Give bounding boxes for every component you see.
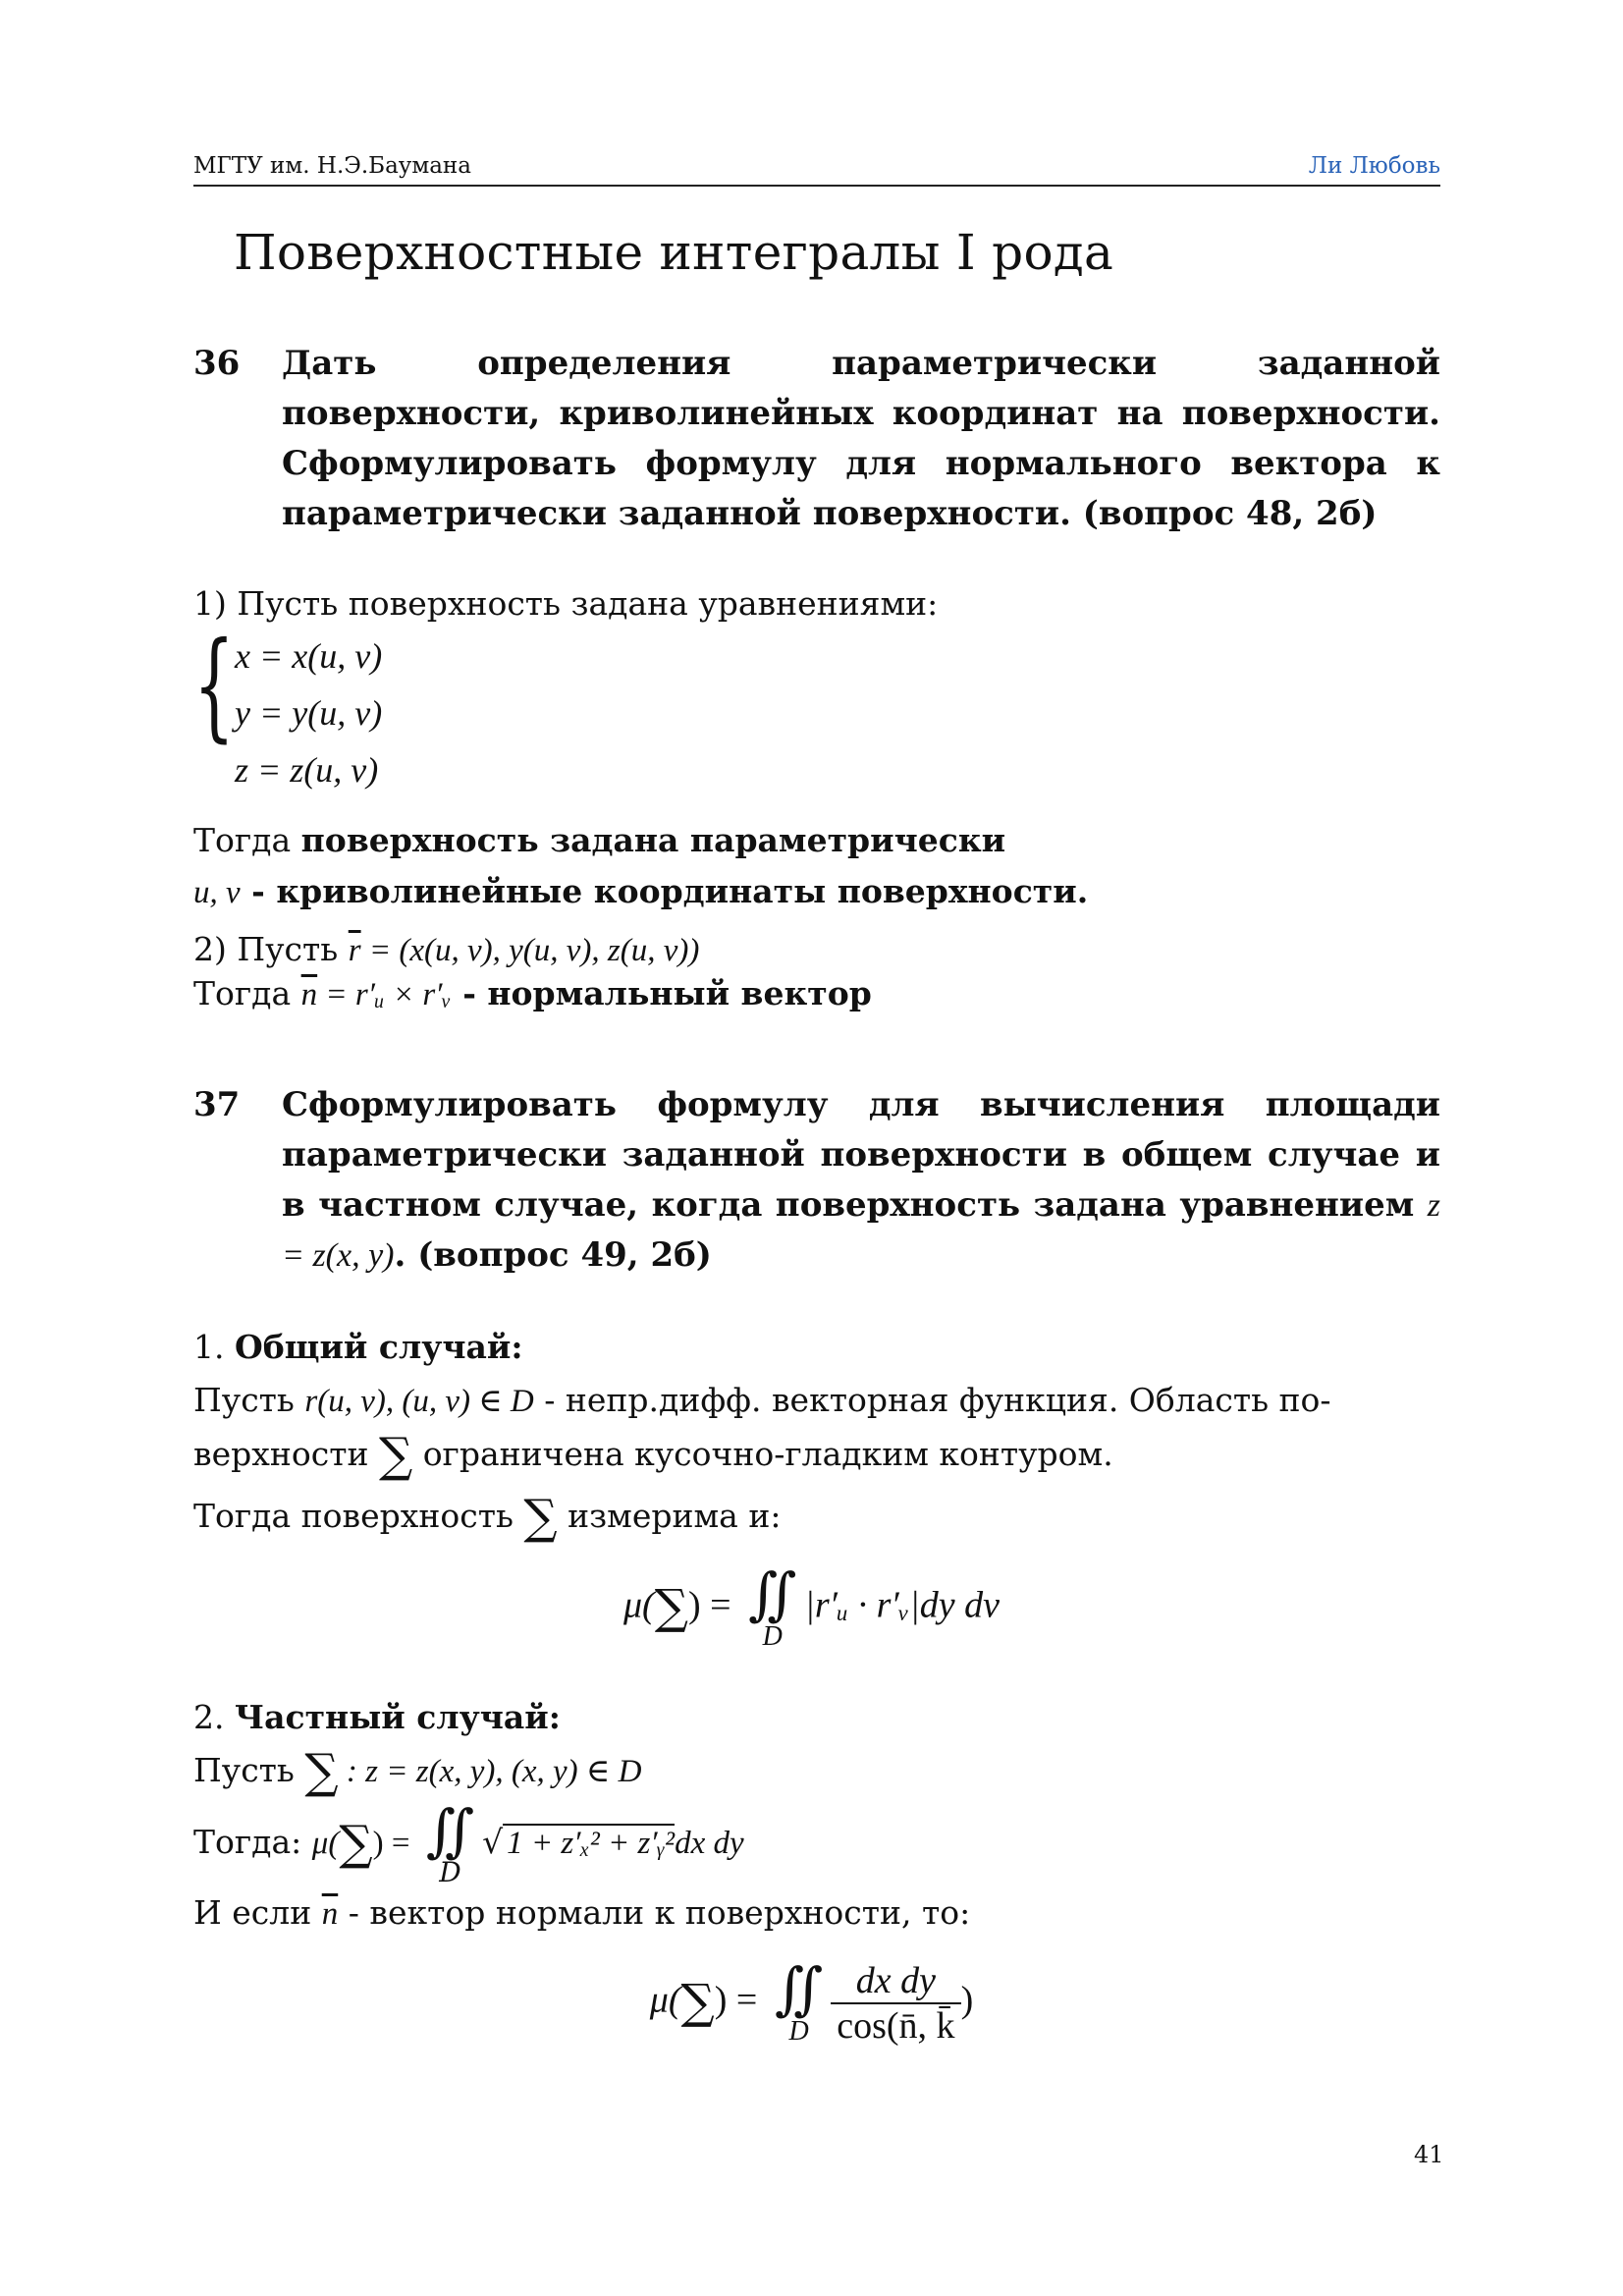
integral-domain: D (788, 2016, 809, 2047)
fraction-numerator: dx dy (831, 1959, 960, 2004)
q37-special-case (193, 1691, 1440, 1941)
double-integral-icon: ∬ (774, 1957, 824, 2021)
math-n-bar: $\overline{n}$ (321, 1896, 339, 1932)
title-math: z = z(x, y) (282, 1187, 1440, 1274)
definition-line (193, 815, 1440, 866)
math-mu: μ( (622, 1584, 655, 1626)
case2-heading (193, 1691, 1440, 1744)
math-eq: ) = (714, 1979, 767, 2021)
math-eq: ) = (372, 1826, 418, 1861)
fraction (831, 1959, 960, 2048)
case1-title: Общий случай: (234, 1328, 523, 1366)
q36-definition (193, 815, 1440, 918)
case2-line2 (193, 1797, 1440, 1888)
text: И если (193, 1893, 322, 1932)
equation-system (193, 618, 1440, 798)
left-brace-icon: { (193, 618, 235, 754)
case2-line3 (193, 1886, 1440, 1941)
case-number: 2. (193, 1698, 235, 1736)
double-integral-icon: ∬ (425, 1797, 475, 1864)
q37-general-case (193, 1321, 1440, 1544)
system-eq-z: z = z(u, v) (235, 750, 379, 790)
integral-domain: D (439, 1856, 461, 1888)
formula-general-area (0, 1562, 1623, 1652)
text: ограничена кусочно-гладким контуром. (412, 1435, 1113, 1473)
math-mu: μ( (311, 1826, 340, 1861)
system-eq-y: y = y(u, v) (235, 693, 383, 733)
math-dxdy: dx dy (675, 1826, 744, 1861)
fraction-denominator: cos(n̄, k̄ (837, 2005, 955, 2047)
double-integral-icon: ∬ (748, 1562, 797, 1626)
running-header (193, 153, 1440, 187)
question-title: Дать определения параметрически заданной поверхности, криволинейных координат на поверхности. Сформулировать формулу для нормального вектора к параметрически заданной поверхности. (вопрос 48, 2б) (282, 344, 1440, 533)
header-author-link[interactable]: Ли Любовь (1308, 153, 1440, 179)
sigma-icon: ∑ (523, 1490, 558, 1545)
text-let: 2) Пусть (193, 930, 349, 968)
math-surface-def: : z = z(x, y), (x, y) ∈ D (338, 1754, 642, 1789)
def-normal-vector: - нормальный вектор (451, 974, 872, 1012)
sigma-icon: ∑ (339, 1816, 373, 1871)
formula-normal-area (0, 1959, 1623, 2048)
def-curvilinear: - криволинейные координаты поверхности. (240, 872, 1089, 910)
question-number: 36 (193, 344, 241, 383)
question-title (282, 1080, 1440, 1281)
math-r-def: = (x(u, v), y(u, v), z(u, v)) (360, 933, 700, 968)
text: - непр.дифф. векторная функция. Область по- (533, 1381, 1331, 1419)
square-root (482, 1816, 675, 1870)
question-number: 37 (193, 1085, 241, 1124)
double-integral (425, 1797, 475, 1888)
text: Тогда: (193, 1823, 312, 1861)
text: - вектор нормали к поверхности, то: (338, 1893, 971, 1932)
case1-heading (193, 1321, 1440, 1374)
math-r-bar: $\overline{r}$ (348, 933, 361, 968)
math-eq: ) = (687, 1584, 741, 1626)
text: верхности (193, 1435, 379, 1473)
text: Пусть (193, 1381, 305, 1419)
math-integrand: |r′ᵤ · r′ᵥ|dy dv (804, 1584, 1001, 1626)
case1-line2 (193, 1428, 1440, 1482)
sigma-icon: ∑ (304, 1744, 339, 1799)
text-then: Тогда (193, 974, 301, 1012)
case1-line3 (193, 1490, 1440, 1544)
text-then: Тогда (193, 821, 301, 859)
question-36-heading (193, 339, 1440, 539)
sigma-icon: ∑ (378, 1428, 413, 1483)
case2-title: Частный случай: (234, 1698, 561, 1736)
math-r-uv: r(u, v), (u, v) ∈ D (304, 1384, 534, 1419)
math-uv: u, v (193, 875, 241, 910)
integral-domain: D (762, 1621, 783, 1652)
header-institution: МГТУ им. Н.Э.Баумана (193, 153, 471, 179)
sqrt-content: 1 + z′ₓ² + z′ᵧ² (503, 1824, 675, 1861)
text: измерима и: (557, 1497, 782, 1535)
title-text: Сформулировать формулу для вычисления площади параметрически заданной поверхности в общем случае и в частном случае, когда поверхность задана уравнением (282, 1085, 1440, 1225)
case-number: 1. (193, 1328, 235, 1366)
text: Тогда поверхность (193, 1497, 524, 1535)
title-text: . (вопрос 49, 2б) (394, 1235, 712, 1275)
coords-line (193, 866, 1440, 918)
math-close-paren: ) (960, 1979, 974, 2021)
math-mu: μ( (649, 1979, 681, 2021)
text: Пусть (193, 1751, 305, 1789)
case2-line1 (193, 1744, 1440, 1798)
sqrt-icon: √ (482, 1823, 504, 1861)
normal-vector-line (193, 972, 1440, 1016)
sigma-icon: ∑ (680, 1974, 715, 2030)
chapter-title: Поверхностные интегралы I рода (234, 224, 1114, 281)
system-eq-x: x = x(u, v) (235, 636, 383, 676)
q36-part2 (193, 928, 1440, 1016)
sigma-icon: ∑ (654, 1579, 688, 1635)
question-37-heading (193, 1080, 1440, 1281)
math-n-bar: $\overline{n}$ (300, 977, 318, 1012)
page-number: 41 (1414, 2141, 1444, 2168)
q36-part1 (193, 581, 1440, 798)
math-normal-formula: = r′ᵤ × r′ᵥ (317, 977, 452, 1012)
double-integral (748, 1562, 797, 1652)
case1-line1 (193, 1374, 1440, 1428)
double-integral (774, 1957, 824, 2047)
def-parametric: поверхность задана параметрически (300, 821, 1006, 859)
q36-intro: 1) Пусть поверхность задана уравнениями: (193, 584, 939, 623)
radius-vector-line (193, 928, 1440, 972)
